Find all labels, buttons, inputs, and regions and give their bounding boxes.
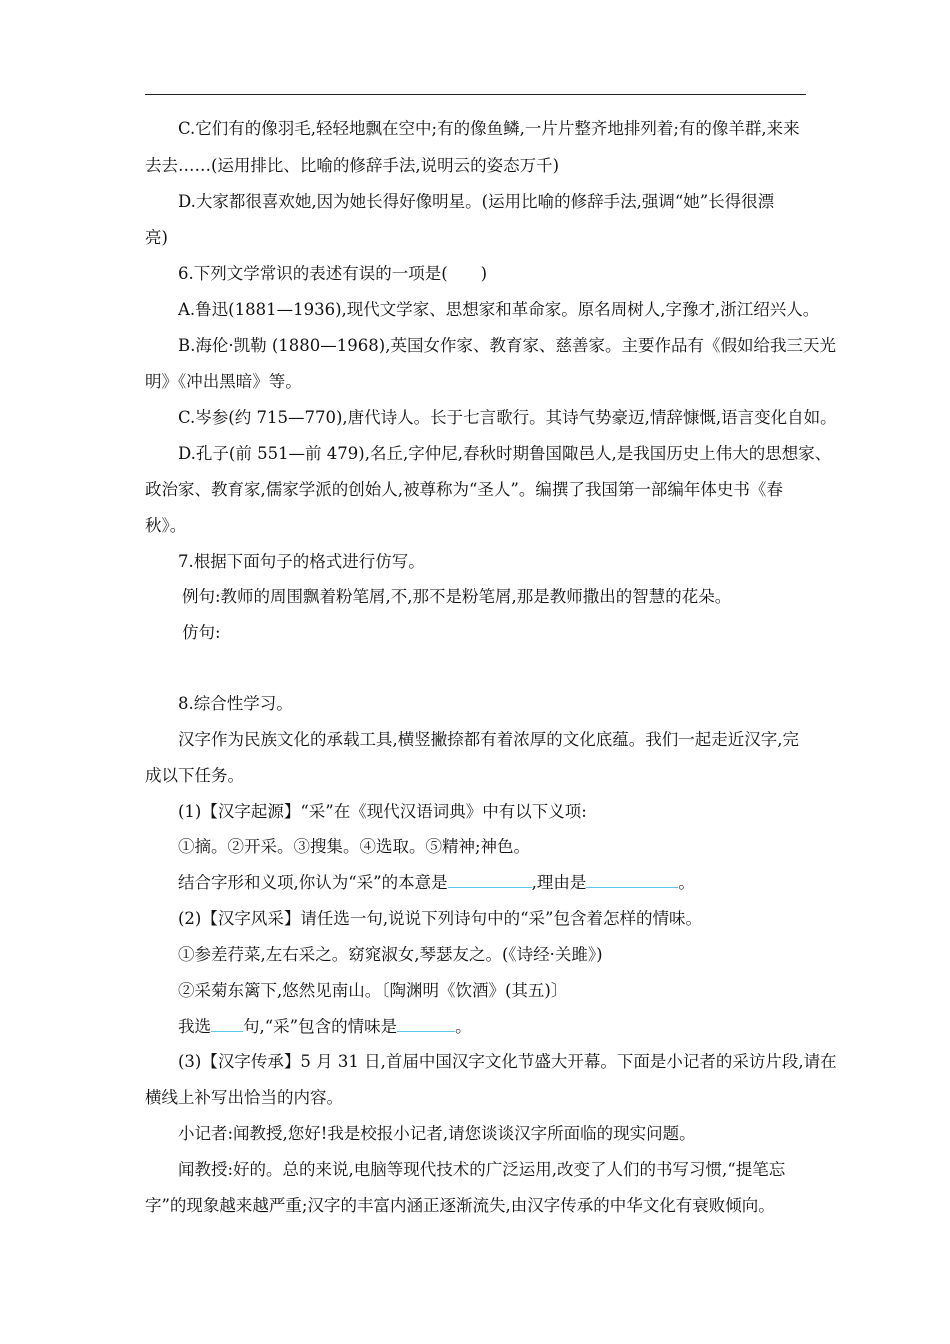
q8-part3-line2: 横线上补写出恰当的内容。 [145, 1088, 343, 1107]
answer-blank-reason[interactable] [586, 873, 678, 888]
q6-option-b-line1: B.海伦·凯勒 (1880—1968),英国女作家、教育家、慈善家。主要作品有《假如给我三天光 [178, 336, 836, 355]
question-6: 6.下列文学常识的表述有误的一项是( ) [178, 264, 488, 283]
q6-option-d-line1: D.孔子(前 551—前 479),名丘,字仲尼,春秋时期鲁国陬邑人,是我国历史上伟大的思想家、 [178, 444, 832, 463]
answer-blank-feeling[interactable] [397, 1017, 455, 1032]
q8-part3-line1: (3)【汉字传承】5 月 31 日,首届中国汉字文化节盛大开幕。下面是小记者的采访片段,请在 [178, 1052, 837, 1071]
q8-part2-fill [145, 1017, 839, 1037]
option-d-line2: 亮) [145, 228, 168, 247]
option-c-line2: 去去……(运用排比、比喻的修辞手法,说明云的姿态万千) [145, 156, 560, 175]
q6-option-d-line3: 秋》。 [145, 516, 187, 535]
q8-part1-fill [145, 873, 839, 893]
option-c-line1: C.它们有的像羽毛,轻轻地飘在空中;有的像鱼鳞,一片片整齐地排列着;有的像羊群,来来 [178, 119, 800, 138]
answer-blank-choice[interactable] [211, 1017, 243, 1032]
header-rule [145, 94, 806, 95]
q6-option-c: C.岑参(约 715—770),唐代诗人。长于七言歌行。其诗气势豪迈,情辞慷慨,语言变化自如。 [178, 408, 837, 427]
fill2-middle: 句,“采”包含的情味是 [243, 1017, 398, 1036]
fill1-end: 。 [678, 873, 695, 892]
q7-example: 例句:教师的周围飘着粉笔屑,不,那不是粉笔屑,那是教师撒出的智慧的花朵。 [182, 587, 732, 606]
q6-option-a: A.鲁迅(1881—1936),现代文学家、思想家和革命家。原名周树人,字豫才,浙江绍兴人。 [178, 300, 820, 319]
question-7: 7.根据下面句子的格式进行仿写。 [178, 552, 425, 571]
reporter-question: 小记者:闻教授,您好!我是校报小记者,请您谈谈汉字所面临的现实问题。 [178, 1124, 696, 1143]
fill2-prefix: 我选 [178, 1017, 211, 1036]
q6-option-b-line2: 明》《冲出黑暗》等。 [145, 372, 302, 391]
q6-option-d-line2: 政治家、教育家,儒家学派的创始人,被尊称为“圣人”。编撰了我国第一部编年体史书《春 [145, 480, 783, 499]
q8-poem-2: ②采菊东篱下,悠然见南山。〔陶渊明《饮酒》(其五)〕 [178, 981, 568, 1000]
q7-answer-prompt: 仿句: [182, 623, 221, 642]
professor-answer-line1: 闻教授:好的。总的来说,电脑等现代技术的广泛运用,改变了人们的书写习惯,“提笔忘 [178, 1160, 786, 1179]
question-8: 8.综合性学习。 [178, 694, 293, 713]
q8-part2: (2)【汉字风采】请任选一句,说说下列诗句中的“采”包含着怎样的情味。 [178, 909, 702, 928]
professor-answer-line2: 字”的现象越来越严重;汉字的丰富内涵正逐渐流失,由汉字传承的中华文化有衰败倾向。 [145, 1196, 775, 1215]
fill1-prefix: 结合字形和义项,你认为“采”的本意是 [178, 873, 448, 892]
q8-poem-1: ①参差荇菜,左右采之。窈窕淑女,琴瑟友之。(《诗经·关雎》) [178, 945, 603, 964]
option-d-line1: D.大家都很喜欢她,因为她长得好像明星。(运用比喻的修辞手法,强调“她”长得很漂 [178, 192, 775, 211]
q8-intro-line2: 成以下任务。 [145, 766, 244, 785]
q8-intro-line1: 汉字作为民族文化的承载工具,横竖撇捺都有着浓厚的文化底蕴。我们一起走近汉字,完 [178, 730, 799, 749]
q8-part1-meanings: ①摘。②开采。③搜集。④选取。⑤精神;神色。 [178, 837, 531, 856]
fill2-end: 。 [455, 1017, 472, 1036]
fill1-middle: ,理由是 [531, 873, 587, 892]
q8-part1: (1)【汉字起源】“采”在《现代汉语词典》中有以下义项: [178, 802, 587, 821]
answer-blank-meaning[interactable] [448, 873, 532, 888]
